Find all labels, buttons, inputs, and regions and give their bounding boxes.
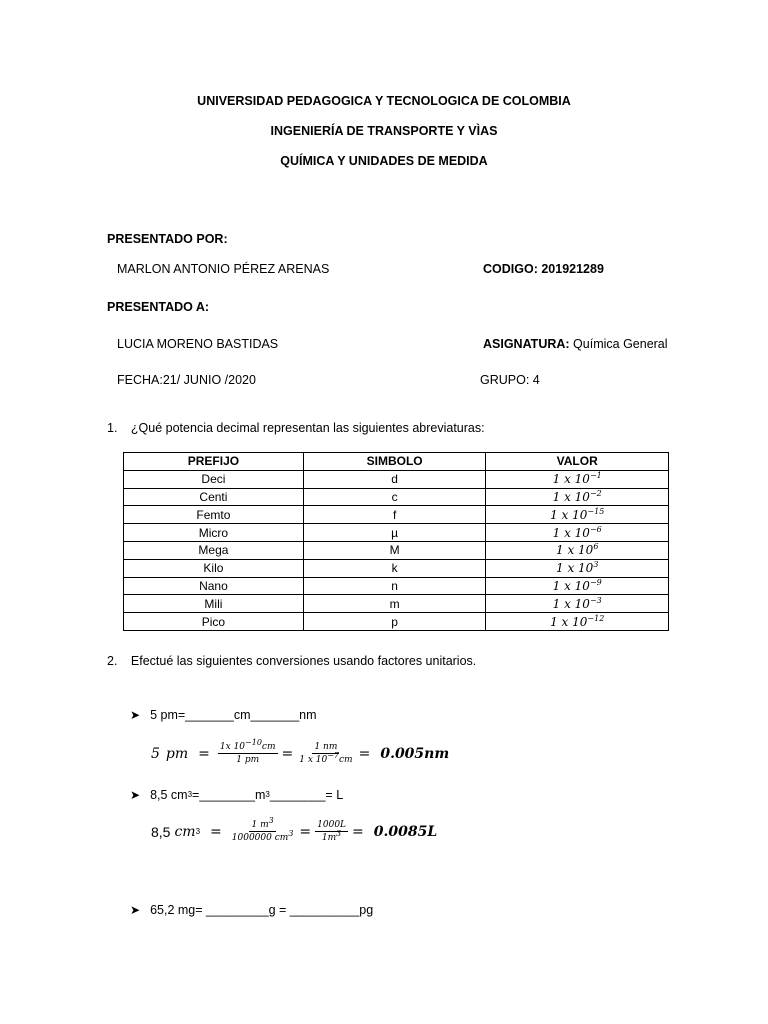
table-row xyxy=(124,470,669,488)
cell-prefijo: Pico xyxy=(124,613,304,631)
c2-f1-den: 1000000 cm xyxy=(231,833,289,843)
table-row xyxy=(124,613,669,631)
cell-simbolo: d xyxy=(303,470,486,488)
question-2 xyxy=(107,654,476,668)
question-1 xyxy=(107,421,485,435)
cell-simbolo: n xyxy=(303,577,486,595)
cell-simbolo: k xyxy=(303,559,486,577)
question-2-text: Efectué las siguientes conversiones usando factores unitarios. xyxy=(130,654,477,668)
code-label: CODIGO: xyxy=(483,262,538,276)
c1-result: 0.005nm xyxy=(380,745,450,762)
conversion-1-equation xyxy=(151,738,450,765)
c2-equals-1: = xyxy=(210,823,222,840)
valor-base: 1 x 10 xyxy=(552,489,590,504)
group-field: GRUPO: 4 xyxy=(480,373,540,387)
cell-prefijo: Kilo xyxy=(124,559,304,577)
c1-equals-2: = xyxy=(281,745,294,762)
arrowhead-bullet-icon: ➤ xyxy=(130,708,141,722)
valor-base: 1 x 10 xyxy=(552,596,590,611)
question-2-number: 2. xyxy=(107,654,118,668)
c2-f2-den-exp: 3 xyxy=(336,829,342,838)
table-row xyxy=(124,595,669,613)
table-row xyxy=(124,541,669,559)
c1-f2-den-exp: −7 xyxy=(327,751,340,760)
valor-exponent: 3 xyxy=(593,560,599,570)
student-name: MARLON ANTONIO PÉREZ ARENAS xyxy=(117,262,330,276)
cell-prefijo: Mili xyxy=(124,595,304,613)
valor-base: 1 x 10 xyxy=(552,472,590,487)
cell-valor xyxy=(486,488,669,506)
table-header-row xyxy=(124,453,669,471)
table-row xyxy=(124,524,669,542)
question-1-text: ¿Qué potencia decimal representan las siguientes abreviaturas: xyxy=(130,421,485,435)
subject-field xyxy=(483,337,668,351)
valor-exponent: −3 xyxy=(589,595,602,605)
cell-valor xyxy=(486,541,669,559)
c2-prompt-a: 8,5 cm xyxy=(150,788,188,802)
c2-f1-den-exp: 3 xyxy=(288,829,294,838)
conversion-1-prompt xyxy=(130,708,317,722)
cell-valor xyxy=(486,595,669,613)
c1-f1-num-exp: −10 xyxy=(245,738,262,747)
subject-label: ASIGNATURA: xyxy=(483,337,570,351)
valor-base: 1 x 10 xyxy=(550,614,588,629)
c1-f2-den: 1 x 10 xyxy=(299,755,328,765)
header-simbolo: SIMBOLO xyxy=(303,453,486,471)
c2-equals-3: = xyxy=(352,823,364,840)
conversion-1-prompt-text: 5 pm=_______cm_______nm xyxy=(150,708,317,722)
c2-f1-num-exp: 3 xyxy=(268,816,274,825)
arrowhead-bullet-icon: ➤ xyxy=(130,903,141,917)
c2-f2-num: 1000L xyxy=(317,820,347,830)
code-value: 201921289 xyxy=(537,262,604,276)
c1-equals-3: = xyxy=(358,745,371,762)
c1-f2-num: 1 nm xyxy=(314,742,338,752)
cell-prefijo: Mega xyxy=(124,541,304,559)
valor-exponent: −9 xyxy=(589,577,602,587)
table-row xyxy=(124,559,669,577)
cell-prefijo: Deci xyxy=(124,470,304,488)
header-prefijo: PREFIJO xyxy=(124,453,304,471)
conversion-2-equation: 8,5 cm 3 = $\frac{1 m^3}{1000000 cm^3}$ = $\frac{1000L}{1m^3}$ = 0.0085L xyxy=(151,816,438,843)
teacher-name: LUCIA MORENO BASTIDAS xyxy=(117,337,279,351)
c2-f2-den: 1m xyxy=(321,833,337,843)
subject-value: Química General xyxy=(569,337,668,351)
c2-factor-2 xyxy=(315,820,348,843)
university-title: UNIVERSIDAD PEDAGOGICA Y TECNOLOGICA DE COLOMBIA xyxy=(197,94,571,108)
valor-exponent: −12 xyxy=(587,613,605,623)
cell-simbolo: c xyxy=(303,488,486,506)
presented-to-label: PRESENTADO A: xyxy=(107,300,210,314)
cell-simbolo: µ xyxy=(303,524,486,542)
c2-lhs-unit: cm xyxy=(174,823,196,840)
cell-valor xyxy=(486,470,669,488)
c1-f1-num-unit: cm xyxy=(261,742,276,752)
table-row xyxy=(124,488,669,506)
program-title: INGENIERÍA DE TRANSPORTE Y VÌAS xyxy=(270,124,498,138)
code-field xyxy=(483,262,604,276)
valor-base: 1 x 10 xyxy=(556,543,594,558)
topic-title: QUÍMICA Y UNIDADES DE MEDIDA xyxy=(280,154,488,168)
cell-prefijo: Nano xyxy=(124,577,304,595)
valor-base: 1 x 10 xyxy=(552,525,590,540)
arrowhead-bullet-icon: ➤ xyxy=(130,788,141,802)
c2-result: 0.0085L xyxy=(373,823,438,840)
c2-prompt-b: =________m xyxy=(192,788,266,802)
valor-base: 1 x 10 xyxy=(552,578,590,593)
cell-valor xyxy=(486,613,669,631)
cell-simbolo: p xyxy=(303,613,486,631)
c2-equals-2: = xyxy=(299,823,312,840)
c1-lhs-num: 5 xyxy=(151,745,160,762)
cell-prefijo: Femto xyxy=(124,506,304,524)
table-row xyxy=(124,506,669,524)
c2-f1-num: 1 m xyxy=(251,820,269,830)
question-1-number: 1. xyxy=(107,421,118,435)
c1-factor-2 xyxy=(297,742,354,765)
presented-by-label: PRESENTADO POR: xyxy=(107,232,228,246)
valor-exponent: −6 xyxy=(589,524,602,534)
c1-f1-num: 1x 10 xyxy=(219,742,246,752)
cell-valor xyxy=(486,524,669,542)
cell-prefijo: Micro xyxy=(124,524,304,542)
c1-f1-den: 1 pm xyxy=(236,755,260,765)
prefix-table xyxy=(123,452,669,631)
cell-valor xyxy=(486,577,669,595)
conversion-3-prompt xyxy=(130,903,373,917)
header-valor: VALOR xyxy=(486,453,669,471)
c1-factor-1 xyxy=(218,738,278,765)
valor-exponent: 6 xyxy=(593,542,599,552)
cell-prefijo: Centi xyxy=(124,488,304,506)
cell-simbolo: f xyxy=(303,506,486,524)
c2-factor-1 xyxy=(230,816,296,843)
date-field: FECHA:21/ JUNIO /2020 xyxy=(117,373,256,387)
cell-valor xyxy=(486,506,669,524)
c2-prompt-c: ________= L xyxy=(269,788,344,802)
c1-f2-den-unit: cm xyxy=(339,755,353,765)
c2-lhs-num: 8,5 xyxy=(151,823,171,840)
valor-base: 1 x 10 xyxy=(556,561,594,576)
valor-base: 1 x 10 xyxy=(550,507,588,522)
cell-simbolo: m xyxy=(303,595,486,613)
valor-exponent: −1 xyxy=(589,471,602,481)
conversion-3-prompt-text: 65,2 mg= _________g = __________pg xyxy=(150,903,374,917)
c1-lhs-unit: pm xyxy=(165,745,189,762)
valor-exponent: −2 xyxy=(589,488,602,498)
c1-equals-1: = xyxy=(198,745,210,762)
cell-valor xyxy=(486,559,669,577)
valor-exponent: −15 xyxy=(587,506,605,516)
conversion-2-prompt: ➤ 8,5 cm 3 =________m 3 ________= L xyxy=(130,788,344,802)
table-row xyxy=(124,577,669,595)
cell-simbolo: M xyxy=(303,541,486,559)
